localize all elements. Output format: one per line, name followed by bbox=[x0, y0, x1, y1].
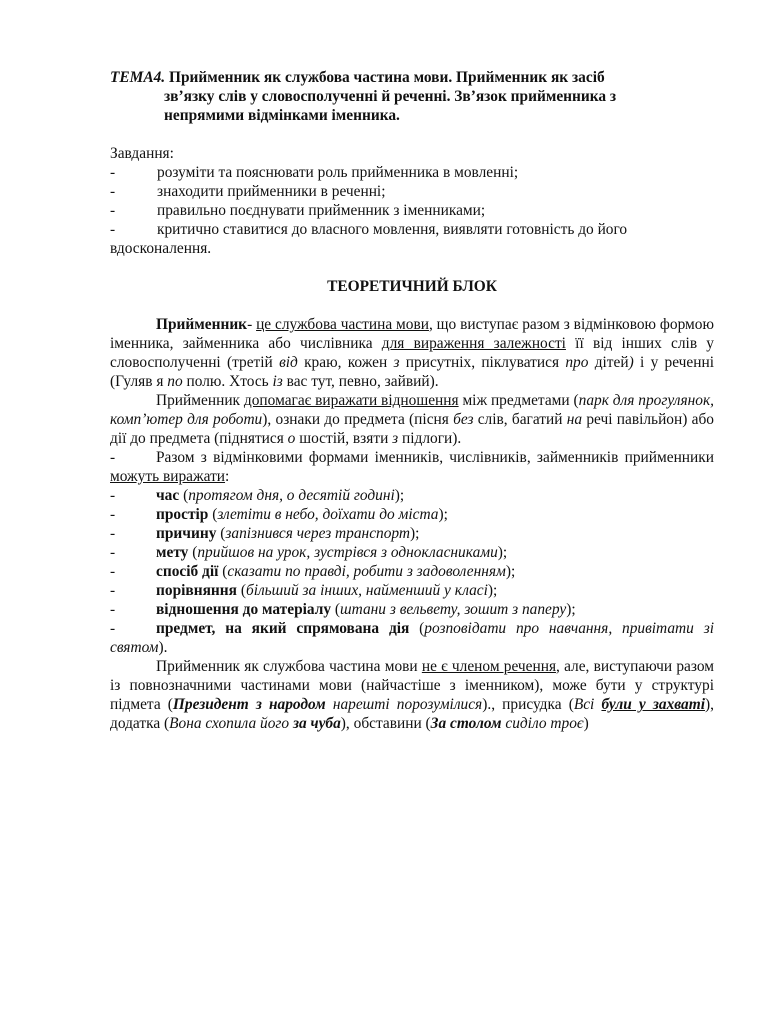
text-run: ), ознаки до предмета (пісня bbox=[262, 411, 454, 428]
text-run: ), обставини ( bbox=[340, 715, 431, 732]
text-run: ). bbox=[158, 639, 168, 656]
text-run: присутніх, піклуватися bbox=[399, 354, 566, 371]
bold-italic-text: За столом bbox=[430, 715, 502, 732]
list-item bbox=[110, 581, 714, 600]
meanings-list bbox=[110, 486, 714, 657]
topic-line-3: непрямими відмінками іменника. bbox=[164, 107, 400, 124]
task-item bbox=[110, 163, 714, 182]
task-dash: - bbox=[110, 183, 116, 200]
task-item bbox=[110, 201, 714, 220]
bullet-dash: - bbox=[110, 487, 116, 504]
paragraph-can-express bbox=[110, 448, 714, 486]
text-run: ( bbox=[409, 620, 425, 637]
task-continuation: вдосконалення. bbox=[110, 240, 212, 257]
text-run: її від інших слів у словосполученні (третій bbox=[110, 335, 714, 371]
italic-text: від bbox=[279, 354, 298, 371]
text-run: дітей bbox=[588, 354, 629, 371]
italic-text: на bbox=[566, 411, 583, 428]
list-item-term: предмет, на який спрямована дія bbox=[156, 620, 410, 637]
list-item-body bbox=[110, 486, 714, 505]
topic-line-1: Прийменник як службова частина мови. Прийменник як засіб bbox=[169, 69, 605, 86]
list-item-example: злетіти в небо, доїхати до міста bbox=[217, 506, 439, 523]
text-run: , але, виступаючи разом із повнозначними частинами мови (найчастіше з іменником), може бути у структурі підмета ( bbox=[110, 658, 714, 713]
bold-italic-text: за чуба bbox=[292, 715, 341, 732]
italic-text: по bbox=[167, 373, 183, 390]
text-run: ); bbox=[566, 601, 576, 618]
italic-text: про bbox=[565, 354, 589, 371]
list-item-body bbox=[110, 505, 714, 524]
text-run: шостій, взяти bbox=[295, 430, 393, 447]
list-item bbox=[110, 543, 714, 562]
task-dash: - bbox=[110, 221, 116, 238]
italic-text: сиділо троє bbox=[501, 715, 584, 732]
italic-text: із bbox=[272, 373, 283, 390]
list-item bbox=[110, 524, 714, 543]
paragraph-dash: - bbox=[110, 449, 116, 466]
list-item-body bbox=[110, 619, 714, 657]
bullet-dash: - bbox=[110, 506, 116, 523]
text-run: : bbox=[225, 468, 230, 485]
text-run: ( bbox=[208, 506, 218, 523]
list-item bbox=[110, 562, 714, 581]
underlined-text: можуть виражати bbox=[110, 468, 226, 485]
text-run: - bbox=[247, 316, 257, 333]
text-run: речі павільйон) або дії до предмета (піднятися bbox=[110, 411, 714, 447]
bullet-dash: - bbox=[110, 563, 116, 580]
list-item-body bbox=[110, 600, 714, 619]
text-run: ) bbox=[583, 715, 589, 732]
list-item bbox=[110, 619, 714, 657]
text-run: ); bbox=[505, 563, 516, 580]
text-run: Прийменник як службова частина мови bbox=[156, 658, 422, 675]
bullet-dash: - bbox=[110, 582, 116, 599]
underlined-text: допомагає виражати відношення bbox=[243, 392, 459, 409]
text-run: ( bbox=[188, 544, 198, 561]
text-run: ( bbox=[216, 525, 226, 542]
italic-text: з bbox=[392, 430, 399, 447]
task-text: правильно поєднувати прийменник з іменниками; bbox=[157, 202, 486, 219]
bullet-dash: - bbox=[110, 620, 116, 637]
text-run: ( bbox=[236, 582, 246, 599]
topic-title bbox=[110, 68, 714, 125]
list-item-term: мету bbox=[156, 544, 189, 561]
text-run: і у реченні (Гуляв я bbox=[110, 354, 715, 390]
list-item-example: більший за інших, найменший у класі bbox=[245, 582, 488, 599]
list-item-term: відношення до матеріалу bbox=[156, 601, 332, 618]
text-run: між предметами ( bbox=[458, 392, 579, 409]
text-run: ); bbox=[487, 582, 498, 599]
list-item-term: простір bbox=[156, 506, 209, 523]
list-item bbox=[110, 600, 714, 619]
text-run: , що виступає разом з відмінковою формою іменника, займенника або числівника bbox=[110, 316, 714, 352]
list-item-term: причину bbox=[156, 525, 217, 542]
task-text: знаходити прийменники в реченні; bbox=[157, 183, 386, 200]
underlined-text: для вираження залежності bbox=[381, 335, 566, 352]
task-text: розуміти та пояснювати роль прийменника в мовленні; bbox=[157, 164, 519, 181]
italic-text: Вона схопила його bbox=[169, 715, 293, 732]
underlined-text: не є членом речення bbox=[421, 658, 557, 675]
topic-line-2: зв’язку слів у словосполученні й реченні. Зв’язок прийменника з bbox=[164, 88, 617, 105]
list-item-example: сказати по правді, робити з задоволенням bbox=[227, 563, 506, 580]
text-run: ( bbox=[218, 563, 228, 580]
theory-block-title: ТЕОРЕТИЧНИЙ БЛОК bbox=[327, 278, 497, 295]
text-run: підлоги). bbox=[398, 430, 462, 447]
text-run: полю. Хтось bbox=[182, 373, 273, 390]
paragraph-sentence-member bbox=[110, 657, 714, 733]
list-item-term: спосіб дії bbox=[156, 563, 219, 580]
list-item-example: протягом дня, о десятій годині bbox=[188, 487, 395, 504]
topic-label: ТЕМА4. bbox=[110, 69, 166, 86]
task-dash: - bbox=[110, 164, 116, 181]
tasks-section bbox=[110, 144, 714, 258]
list-item-body bbox=[110, 524, 714, 543]
paragraph-relations bbox=[110, 391, 714, 448]
list-item bbox=[110, 486, 714, 505]
text-run: ), додатка ( bbox=[110, 696, 714, 732]
list-item-body bbox=[110, 543, 714, 562]
task-item bbox=[110, 182, 714, 201]
list-item-term: порівняння bbox=[156, 582, 237, 599]
paragraph-definition bbox=[110, 315, 714, 391]
bold-italic-text: Президент з народом bbox=[172, 696, 326, 713]
italic-text: нарешті порозумілися bbox=[325, 696, 483, 713]
text-run: ); bbox=[410, 525, 420, 542]
italic-text: без bbox=[453, 411, 474, 428]
text-run: Разом з відмінковими формами іменників, числівників, займенників прийменники bbox=[156, 449, 714, 466]
text-run: ( bbox=[331, 601, 341, 618]
text-run: ); bbox=[394, 487, 405, 504]
text-run: ); bbox=[438, 506, 448, 523]
text-run: Прийменник bbox=[156, 392, 244, 409]
list-item-example: запізнився через транспорт bbox=[225, 525, 411, 542]
document-page bbox=[110, 68, 714, 733]
term-pryimennyk: Прийменник bbox=[156, 316, 248, 333]
task-dash: - bbox=[110, 202, 116, 219]
bullet-dash: - bbox=[110, 544, 116, 561]
paragraph-can-express-body bbox=[110, 448, 714, 486]
list-item-term: час bbox=[156, 487, 180, 504]
bold-italic-underlined-text: були у захваті bbox=[601, 696, 705, 713]
text-run: ); bbox=[497, 544, 508, 561]
list-item-example: штани з вельвету, зошит з паперу bbox=[340, 601, 567, 618]
list-item-example: прийшов на урок, зустрівся з однокласниками bbox=[197, 544, 498, 561]
text-run: ( bbox=[179, 487, 189, 504]
underlined-text: це службова частина мови bbox=[256, 316, 429, 333]
italic-text: парк для прогулянок, комп’ютер для роботи bbox=[110, 392, 715, 428]
italic-text: з bbox=[393, 354, 400, 371]
task-text: критично ставитися до власного мовлення, виявляти готовність до його bbox=[157, 221, 628, 238]
bullet-dash: - bbox=[110, 601, 116, 618]
text-run: слів, багатий bbox=[473, 411, 567, 428]
italic-text: ) bbox=[628, 354, 634, 371]
list-item bbox=[110, 505, 714, 524]
text-run: краю, кожен bbox=[297, 354, 394, 371]
list-item-example: розповідати про навчання, привітати зі святом bbox=[110, 620, 714, 656]
text-run: вас тут, певно, зайвий). bbox=[282, 373, 439, 390]
tasks-heading: Завдання: bbox=[110, 145, 174, 162]
list-item-body bbox=[110, 581, 714, 600]
task-item bbox=[110, 220, 714, 239]
italic-text: о bbox=[287, 430, 296, 447]
text-run: )., присудка ( bbox=[482, 696, 574, 713]
list-item-body bbox=[110, 562, 714, 581]
bullet-dash: - bbox=[110, 525, 116, 542]
italic-text: Всі bbox=[573, 696, 602, 713]
